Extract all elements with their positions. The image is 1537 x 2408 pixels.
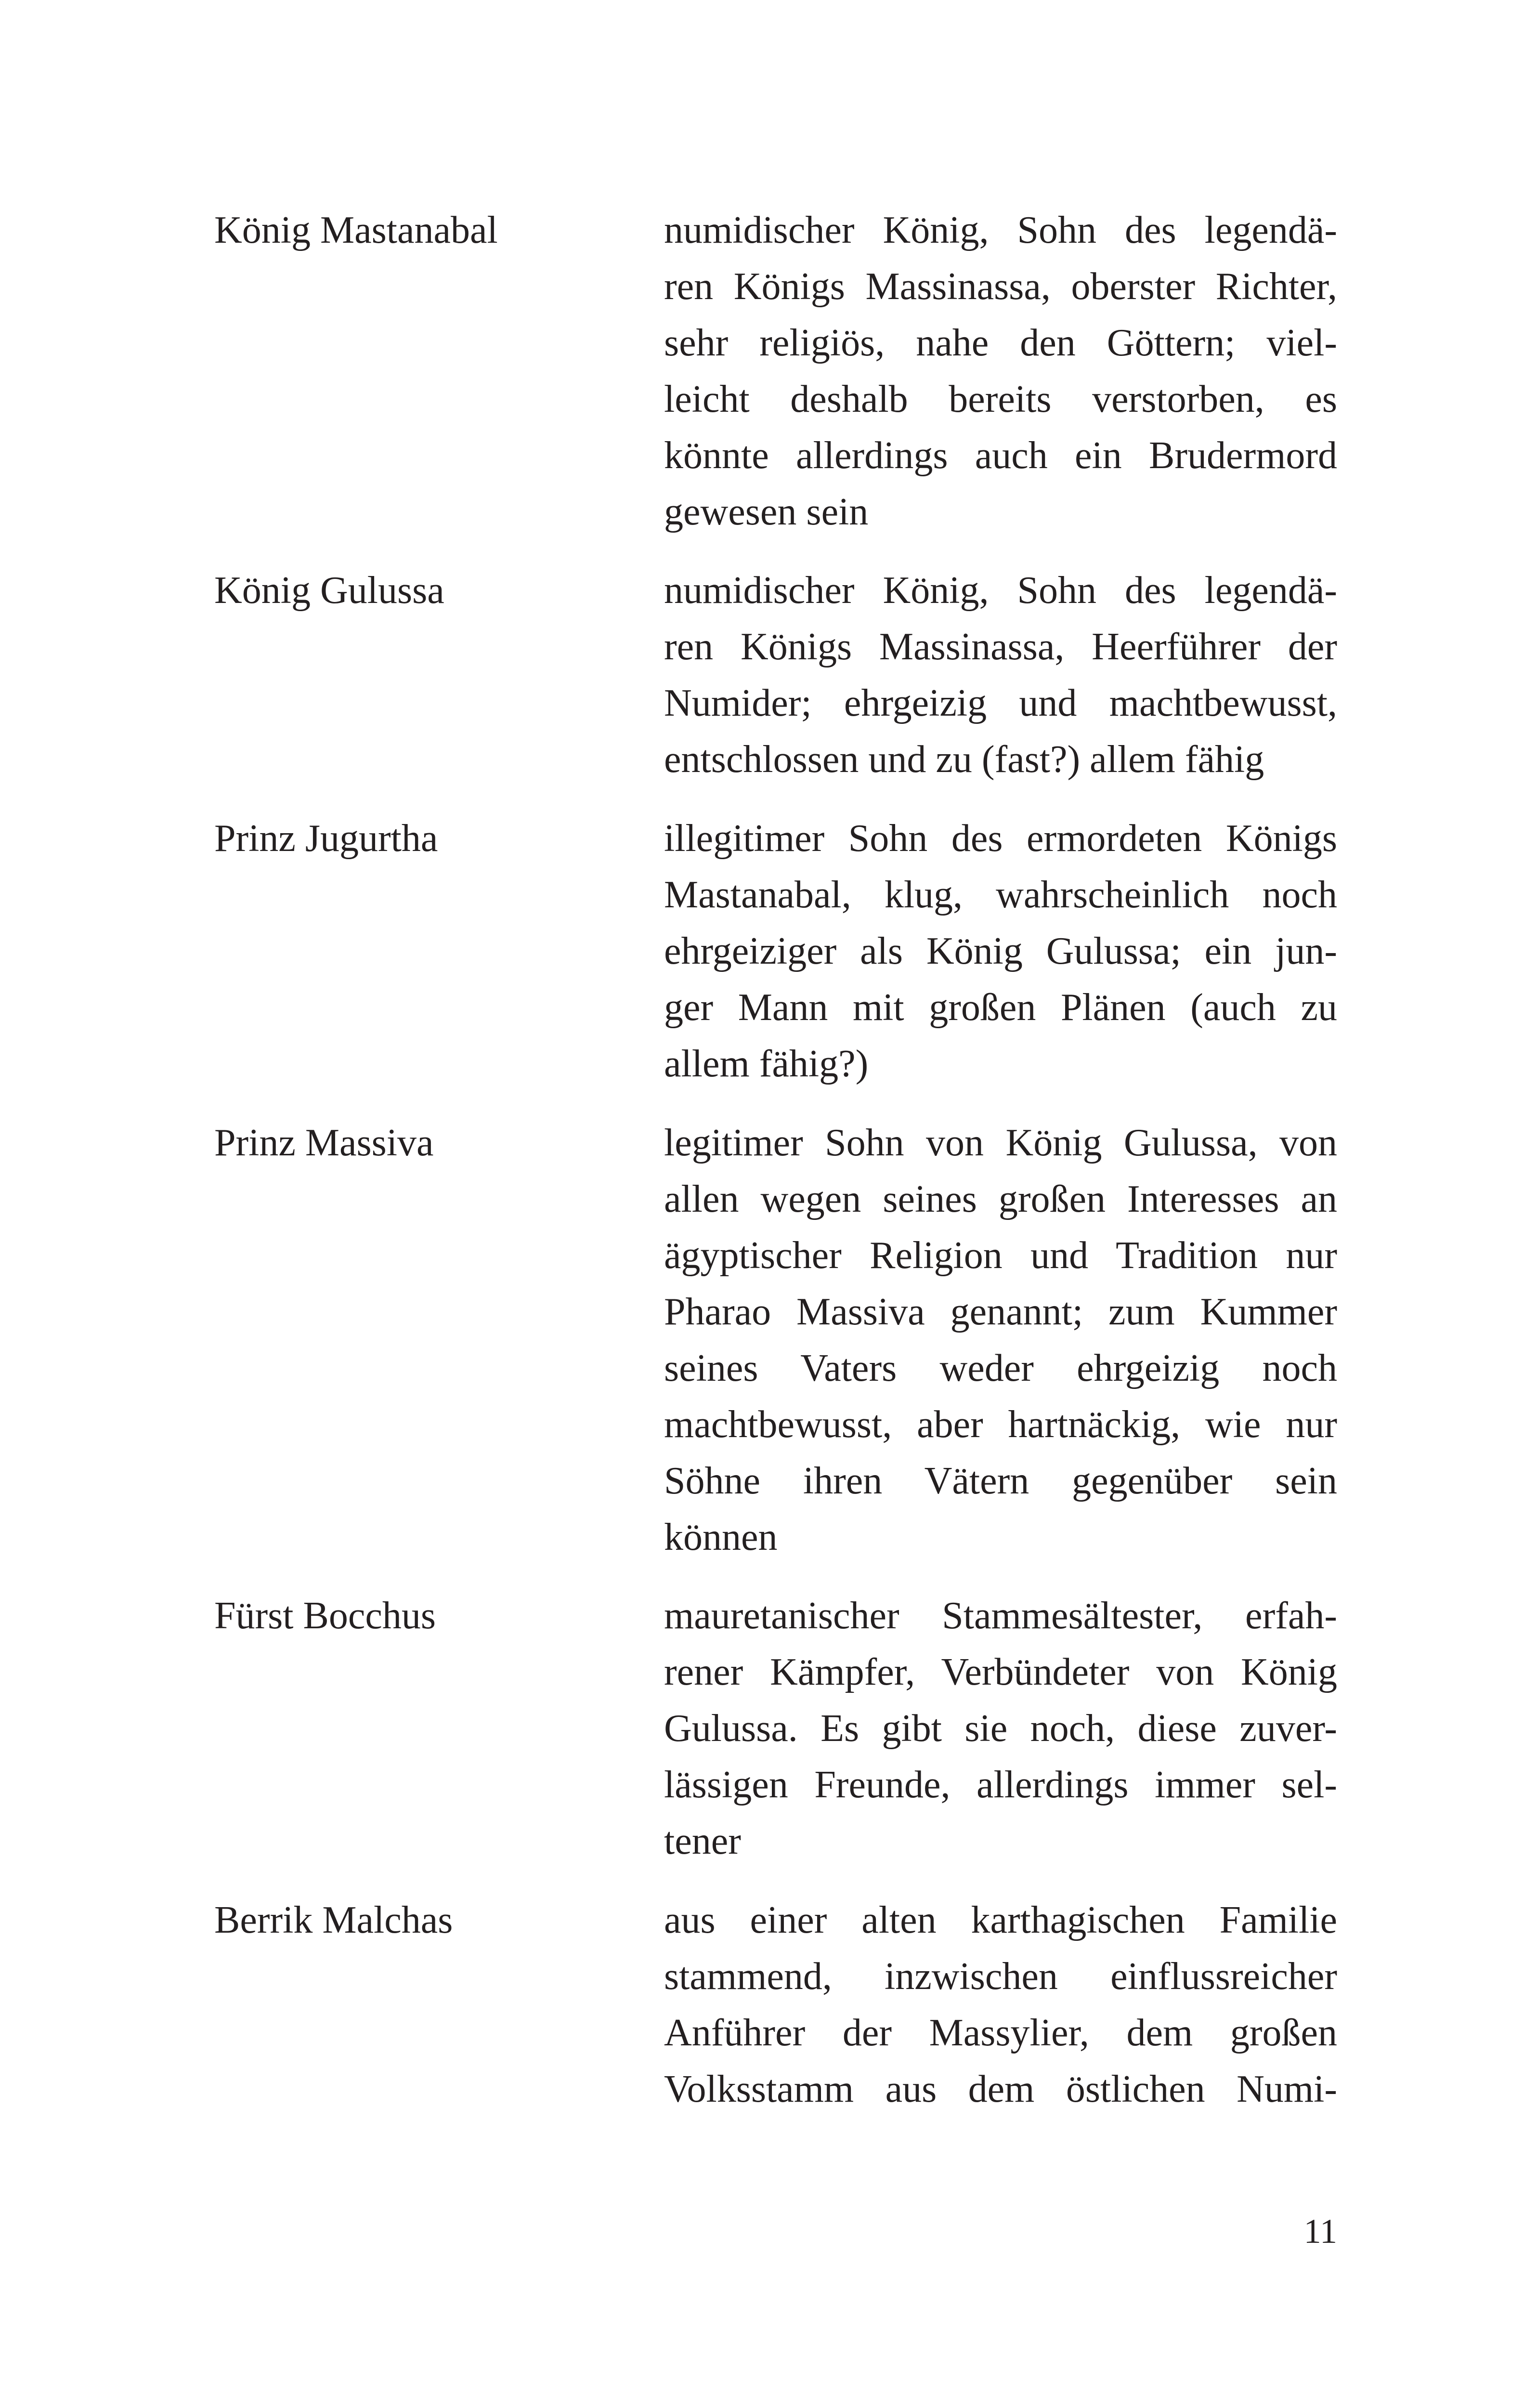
description-line: Numider; ehrgeizig und machtbewusst,	[664, 682, 1337, 724]
description-line: numidischer König, Sohn des legendä-	[664, 569, 1337, 612]
description-line: ren Königs Massinassa, oberster Richter,	[664, 265, 1337, 308]
description-line: rener Kämpfer, Verbündeter von König	[664, 1651, 1337, 1693]
character-description	[664, 1588, 1337, 1870]
description-line: machtbewusst, aber hartnäckig, wie nur	[664, 1403, 1337, 1446]
description-line: leicht deshalb bereits verstorben, es	[664, 378, 1337, 420]
description-line: Anführer der Massylier, dem großen	[664, 2012, 1337, 2054]
description-line: mauretanischer Stammesältester, erfah-	[664, 1595, 1337, 1637]
character-name: Prinz Jugurtha	[214, 817, 438, 860]
character-description	[664, 1892, 1337, 2118]
character-description	[664, 1115, 1337, 1566]
description-line: sehr religiös, nahe den Göttern; viel-	[664, 322, 1337, 364]
character-description	[664, 811, 1337, 1092]
character-name: Prinz Massiva	[214, 1122, 434, 1164]
description-line: tener	[664, 1820, 741, 1862]
page-number: 11	[1303, 2212, 1337, 2251]
description-line: lässigen Freunde, allerdings immer sel-	[664, 1764, 1337, 1806]
character-description	[664, 563, 1337, 788]
description-line: seines Vaters weder ehrgeizig noch	[664, 1347, 1337, 1389]
description-line: ägyptischer Religion und Tradition nur	[664, 1234, 1337, 1277]
character-name: Berrik Malchas	[214, 1899, 453, 1941]
description-line: illegitimer Sohn des ermordeten Königs	[664, 817, 1337, 860]
description-line: entschlossen und zu (fast?) allem fähig	[664, 738, 1264, 781]
description-line: allem fähig?)	[664, 1043, 869, 1085]
description-line: stammend, inzwischen einflussreicher	[664, 1955, 1337, 1998]
description-line: Volksstamm aus dem östlichen Numi-	[664, 2068, 1337, 2110]
description-line: könnte allerdings auch ein Brudermord	[664, 434, 1337, 477]
description-line: Mastanabal, klug, wahrscheinlich noch	[664, 874, 1337, 916]
character-name: König Gulussa	[214, 569, 444, 612]
character-name: Fürst Bocchus	[214, 1595, 436, 1637]
description-line: ren Königs Massinassa, Heerführer der	[664, 626, 1337, 668]
description-line: Pharao Massiva genannt; zum Kummer	[664, 1291, 1337, 1333]
description-line: gewesen sein	[664, 491, 869, 533]
description-line: Gulussa. Es gibt sie noch, diese zuver-	[664, 1707, 1337, 1750]
description-line: numidischer König, Sohn des legendä-	[664, 209, 1337, 251]
description-line: ehrgeiziger als König Gulussa; ein jun-	[664, 930, 1337, 972]
description-line: aus einer alten karthagischen Familie	[664, 1899, 1337, 1941]
character-description	[664, 202, 1337, 540]
description-line: legitimer Sohn von König Gulussa, von	[664, 1122, 1337, 1164]
description-line: ger Mann mit großen Plänen (auch zu	[664, 986, 1337, 1029]
character-name: König Mastanabal	[214, 209, 498, 251]
description-line: allen wegen seines großen Interesses an	[664, 1178, 1337, 1220]
description-line: Söhne ihren Vätern gegenüber sein	[664, 1460, 1337, 1502]
description-line: können	[664, 1516, 778, 1558]
